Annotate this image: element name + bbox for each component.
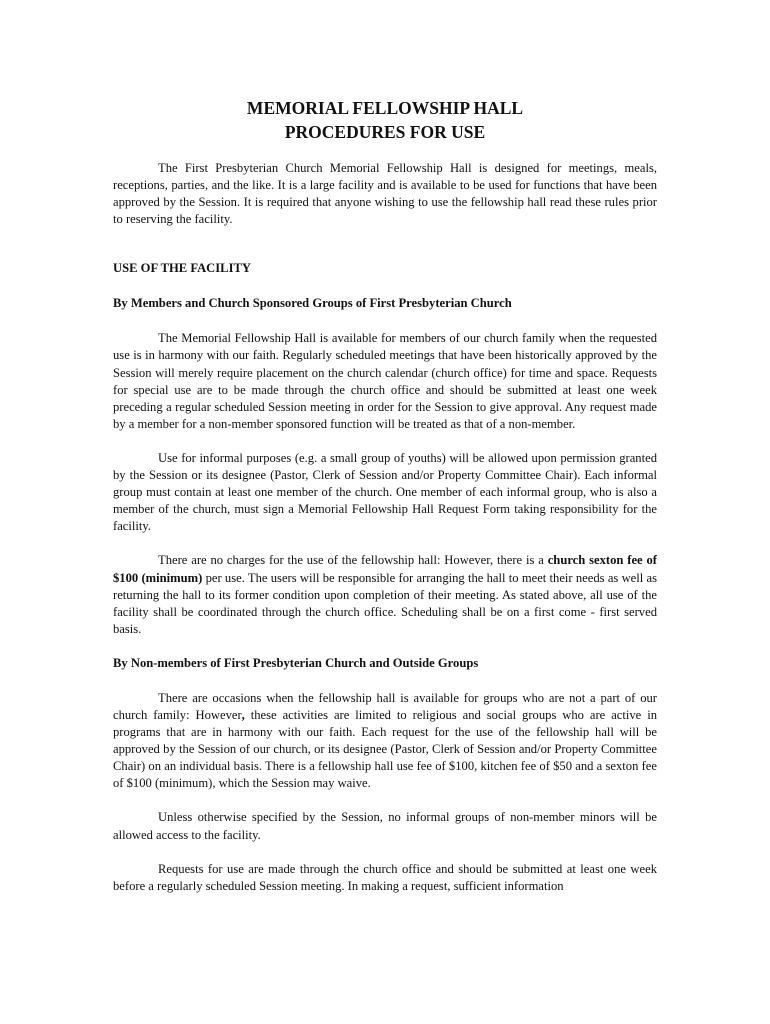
subsection-heading-members: By Members and Church Sponsored Groups of First Presbyterian Church	[113, 296, 512, 311]
nonmembers-paragraph-3: Requests for use are made through the church office and should be submitted at least one week before a regularly scheduled Session meeting. In making a request, sufficient information	[113, 861, 657, 893]
members-paragraph-1: The Memorial Fellowship Hall is available for members of our church family when the requested use is in harmony with our faith. Regularly scheduled meetings that have been historically approved by the Session will merely require placement on the church calendar (church office) for time and space. Requests for special use are to be made through the church office and should be submitted at least one week preceding a regular scheduled Session meeting in order for the Session to give approval. Any request made by a member for a non-member sponsored function will be treated as that of a non-member.	[113, 331, 657, 431]
title-line-1: MEMORIAL FELLOWSHIP HALL	[246, 98, 524, 118]
nonmembers-bold-comma: ,	[241, 707, 245, 722]
sexton-fee-bold: church sexton fee of $100 (minimum)	[113, 553, 657, 585]
intro-paragraph: The First Presbyterian Church Memorial Fellowship Hall is designed for meetings, meals, receptions, parties, and the like. It is a large facility and is available to be used for functions that have been approved by the Session. It is required that anyone wishing to use the fellowship hall read these rules prior to reserving the facility.	[113, 161, 657, 227]
section-heading-use: USE OF THE FACILITY	[113, 261, 251, 276]
nonmembers-paragraph-1	[113, 690, 657, 793]
nonmembers-text-start: There are occasions when the fellowship hall is available for groups who are not a part of our church family: However	[113, 690, 657, 722]
fee-text-end: per use. The users will be responsible for arranging the hall to meet their needs as well as returning the hall to its former condition upon completion of their meeting. As stated above, all use of the facility shall be coordinated through the church office. Scheduling shall be on a first come - first served basis.	[113, 570, 658, 636]
members-paragraph-3	[113, 552, 657, 637]
document-body	[113, 96, 657, 895]
subsection-heading-nonmembers: By Non-members of First Presbyterian Church and Outside Groups	[113, 655, 479, 670]
members-paragraph-2: Use for informal purposes (e.g. a small group of youths) will be allowed upon permission granted by the Session or its designee (Pastor, Clerk of Session and/or Property Committee Chair). Each informal group must contain at least one member of the church. One member of each informal group, who is also a member of the church, must sign a Memorial Fellowship Hall Request Form taking responsibility for the facility.	[113, 450, 657, 534]
nonmembers-text-end: these activities are limited to religious and social groups who are active in programs that are in harmony with our faith. Each request for the use of the fellowship hall will be approved by the Session of our church, or its designee (Pastor, Clerk of Session and/or Property Committee Chair) on an individual basis. There is a fellowship hall use fee of $100, kitchen fee of $50 and a sexton fee of $100 (minimum), which the Session may waive.	[113, 707, 658, 791]
nonmembers-paragraph-2: Unless otherwise specified by the Session, no informal groups of non-member minors will be allowed access to the facility.	[113, 810, 657, 842]
fee-text-start: There are no charges for the use of the fellowship hall: However, there is a	[158, 553, 548, 568]
document-title	[113, 96, 657, 144]
title-line-2: PROCEDURES FOR USE	[284, 122, 486, 142]
